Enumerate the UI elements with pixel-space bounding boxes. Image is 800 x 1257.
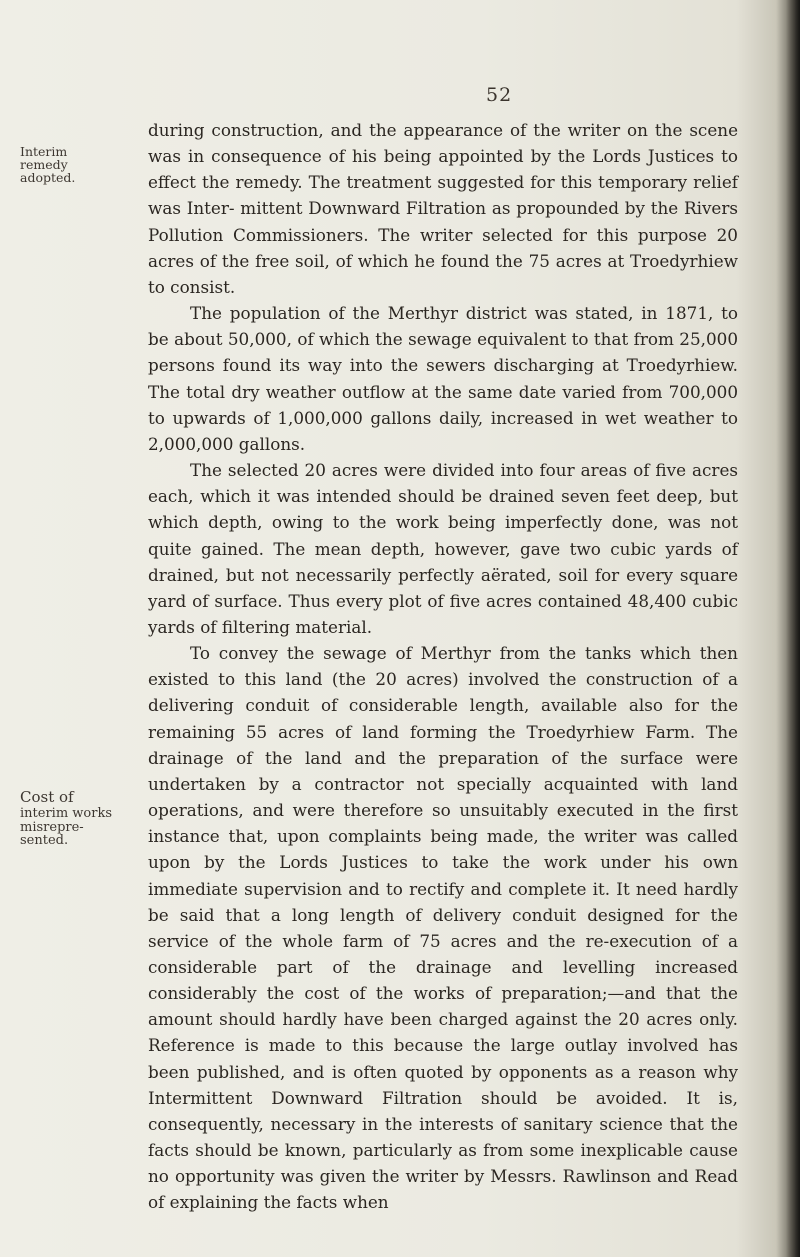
paragraph-4: To convey the sewage of Merthyr from the tanks which then existed to this land (the 20 acres) involved the construction of a delivering conduit of considerable length, available also for the remaining 55 acres of land forming the Troedyrhiew Farm. The drainage of the land and the preparation of the surface were undertaken by a contractor not specially acquainted with land operations, and were therefore so unsuitably executed in the first instance that, upon complaints being made, the writer was called upon by the Lords Justices to take the work under his own immediate supervision and to rectify and complete it. It need hardly be said that a long length of delivery conduit designed for the service of the whole farm of 75 acres and the re-execution of a considerable part of the drainage and levelling increased considerably the cost of the works of preparation;—and that the amount should hardly have been charged against the 20 acres only. Reference is made to this because the large outlay involved has been published, and is often quoted by opponents as a reason why Intermittent Downward Filtration should be avoided. It is, consequently, necessary in the interests of sanitary science that the facts should be known, particularly as from some inexplicable cause no opportunity was given the writer by Messrs. Rawlinson and Read of explaining the facts when — [148, 643, 738, 1213]
margin-note-line: remedy — [20, 156, 68, 172]
margin-note-line: sented. — [20, 833, 69, 848]
margin-note-line: Cost of — [20, 788, 74, 806]
margin-note-line: adopted. — [20, 169, 76, 185]
paragraph-2: The population of the Merthyr district was stated, in 1871, to be about 50,000, of which the sewage equivalent to that from 25,000 persons found its way into the sewers discharging at Troedyrhiew. The total dry weather outflow at the same date varied from 700,000 to upwards of 1,000,000 gallons daily, increased in wet weather to 2,000,000 gallons. — [148, 303, 738, 454]
paragraph-3: The selected 20 acres were divided into four areas of five acres each, which it was intended should be drained seven feet deep, but which depth, owing to the work being imperfectly done, was not quite gained. The mean depth, however, gave two cubic yards of drained, but not necessarily perfectly aërated, soil for every square yard of surface. Thus every plot of five acres contained 48,400 cubic yards of filtering material. — [148, 460, 738, 637]
page-number: 52 — [486, 84, 513, 106]
body-text — [148, 117, 738, 1216]
paragraph-1: during construction, and the appearance of the writer on the scene was in consequence of his being appointed by the Lords Justices to effect the remedy. The treatment suggested for this temporary relief was Inter- mittent Downward Filtration as propounded by the Rivers Pollution Commissioners. The writer selected for this purpose 20 acres of the free soil, of which he found the 75 acres at Troedyrhiew to consist. — [148, 120, 738, 297]
page-edge-shadow — [786, 0, 800, 1257]
margin-note-line: Interim — [20, 144, 68, 159]
margin-note-interim-remedy — [20, 146, 148, 184]
margin-note-line: misrepre- — [20, 819, 84, 835]
margin-note-cost-misrepresented — [20, 787, 148, 848]
margin-note-line: interim works — [20, 806, 112, 821]
